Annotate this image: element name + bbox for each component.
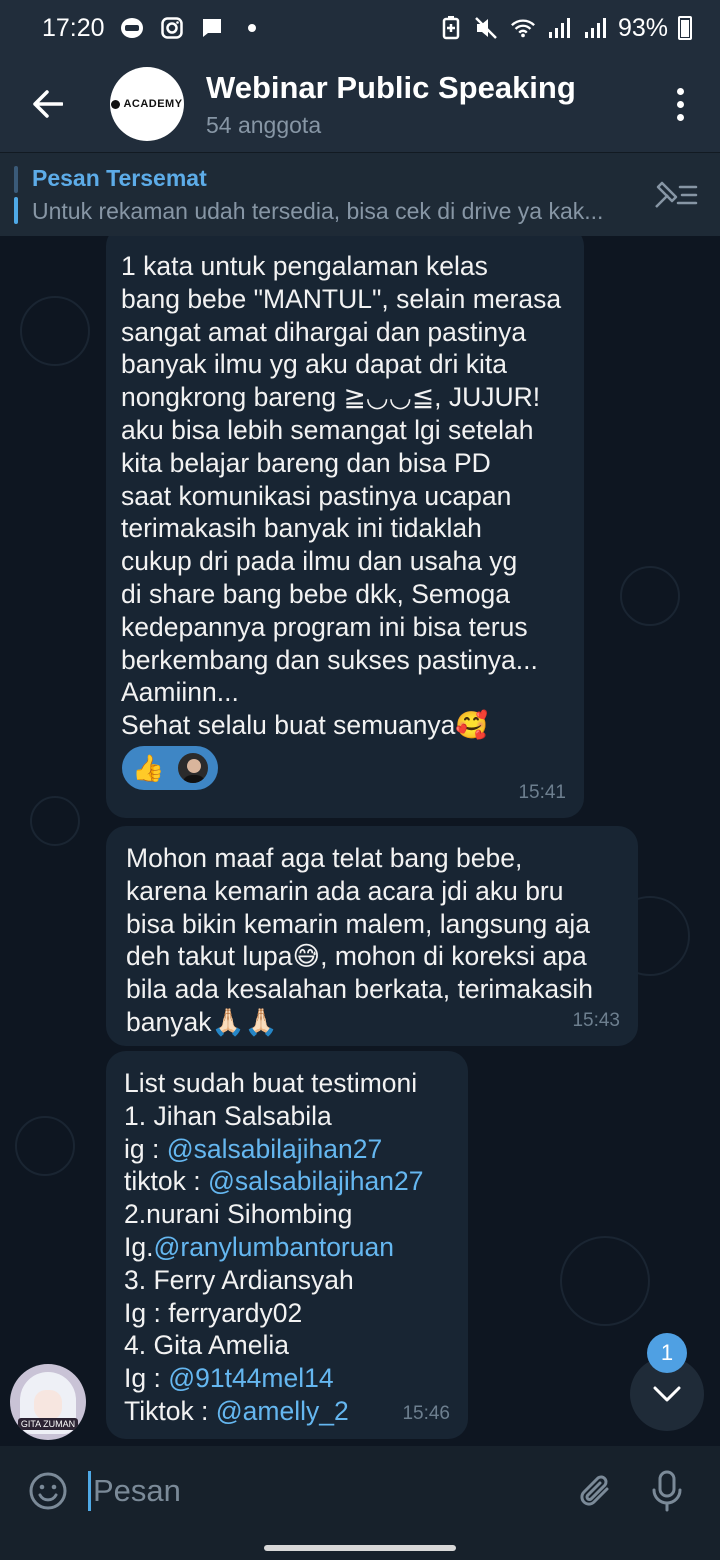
doodle-decoration	[560, 1236, 650, 1326]
message-text-line: Ig : ferryardy02	[124, 1297, 303, 1328]
battery-level: 93%	[617, 13, 668, 42]
chevron-down-icon	[652, 1385, 682, 1403]
system-nav-bar	[0, 1536, 720, 1560]
mention-link[interactable]: @salsabilajihan27	[207, 1166, 424, 1197]
status-bar	[0, 0, 720, 56]
message-text-line: Ig.@ranylumbantoruan	[124, 1231, 394, 1262]
message-input[interactable]	[93, 1473, 553, 1509]
message-text-line: bisa bikin kemarin malem, langsung aja	[126, 908, 590, 939]
microphone-icon	[651, 1470, 683, 1512]
message-text-line: deh takut lupa😅, mohon di koreksi apa	[126, 941, 587, 972]
pinned-title: Pesan Tersemat	[32, 164, 207, 191]
pinned-text: Untuk rekaman udah tersedia, bisa cek di drive ya kak...	[32, 197, 604, 224]
doodle-decoration	[620, 566, 680, 626]
message-text-line: tiktok : @salsabilajihan27	[124, 1166, 424, 1197]
group-avatar-text: ACADEMY	[123, 98, 183, 110]
doodle-decoration	[15, 1116, 75, 1176]
thumbs-up-icon: 👍	[132, 752, 165, 783]
doodle-decoration	[30, 796, 80, 846]
sender-avatar-label: GITA ZUMAN	[18, 1418, 78, 1430]
wifi-icon	[510, 15, 536, 41]
pinned-message-bar[interactable]	[0, 152, 720, 236]
message-list[interactable]	[0, 236, 720, 1446]
back-button[interactable]	[0, 56, 96, 152]
dot-icon	[239, 15, 265, 41]
message-text-line: saat komunikasi pastinya ucapan	[121, 480, 512, 511]
mirror-icon	[119, 15, 145, 41]
more-dot-icon	[677, 88, 684, 95]
more-options-button[interactable]	[640, 56, 720, 152]
home-gesture-handle[interactable]	[264, 1545, 456, 1551]
signal-icon	[582, 15, 608, 41]
unread-count-badge: 1	[647, 1333, 687, 1373]
message-text-line: berkembang dan sukses pastinya...	[121, 644, 538, 675]
avatar-face-shape	[34, 1390, 62, 1420]
message-text-line: Sehat selalu buat semuanya🥰	[121, 710, 489, 741]
battery-saver-icon	[438, 15, 464, 41]
mention-link[interactable]: @91t44mel14	[168, 1363, 334, 1394]
message-time: 15:41	[518, 782, 566, 804]
message-time: 15:46	[402, 1403, 450, 1425]
more-dot-icon	[677, 114, 684, 121]
reaction-chip[interactable]	[122, 746, 218, 790]
message-text-line: 3. Ferry Ardiansyah	[124, 1264, 354, 1295]
pinned-indicator	[14, 166, 18, 224]
attach-button[interactable]	[567, 1446, 627, 1536]
message-text-line: banyak ilmu yg aku dapat dri kita	[121, 349, 507, 380]
message-text-line: terimakasih banyak ini tidaklah	[121, 513, 482, 544]
member-count: 54 anggota	[206, 111, 322, 138]
message-text-line: ig : @salsabilajihan27	[124, 1133, 383, 1164]
message-text-line: 2.nurani Sihombing	[124, 1199, 353, 1230]
message-time: 15:43	[572, 1010, 620, 1032]
message-text-line: aku bisa lebih semangat lgi setelah	[121, 414, 534, 445]
message-text-line: kita belajar bareng dan bisa PD	[121, 447, 491, 478]
doodle-decoration	[20, 296, 90, 366]
message-bubble[interactable]	[106, 1051, 468, 1439]
mention-link[interactable]: @salsabilajihan27	[166, 1133, 383, 1164]
chat-title-block[interactable]	[206, 70, 576, 139]
more-dot-icon	[677, 101, 684, 108]
message-text-line: bila ada kesalahan berkata, terimakasih	[126, 974, 593, 1005]
sender-avatar[interactable]	[10, 1364, 86, 1440]
pinned-list-icon[interactable]	[652, 179, 700, 211]
message-text-line: 1 kata untuk pengalaman kelas	[121, 251, 488, 281]
message-text-line: Aamiinn...	[121, 677, 239, 708]
message-text-line: di share bang bebe dkk, Semoga	[121, 578, 510, 609]
message-text-line: karena kemarin ada acara jdi aku bru	[126, 875, 564, 906]
mention-link[interactable]: @ranylumbantoruan	[153, 1231, 394, 1262]
message-text-line: Mohon maaf aga telat bang bebe,	[126, 843, 523, 873]
status-time: 17:20	[42, 13, 105, 42]
message-text-line: banyak🙏🏻🙏🏻	[126, 1006, 278, 1037]
logo-dot-icon	[111, 100, 120, 109]
message-bubble[interactable]	[106, 826, 638, 1046]
back-arrow-icon	[33, 90, 63, 118]
text-cursor	[88, 1471, 91, 1511]
message-text-line: bang bebe "MANTUL", selain merasa	[121, 283, 562, 314]
emoji-button[interactable]	[0, 1446, 96, 1536]
message-icon	[199, 15, 225, 41]
message-text-line: Ig : @91t44mel14	[124, 1363, 334, 1394]
message-text-line: 1. Jihan Salsabila	[124, 1100, 332, 1131]
chat-header	[0, 56, 720, 152]
mention-link[interactable]: @amelly_2	[215, 1395, 349, 1426]
instagram-icon	[159, 15, 185, 41]
signal-icon	[546, 15, 572, 41]
group-avatar[interactable]	[110, 67, 184, 141]
message-text-line: kedepannya program ini bisa terus	[121, 611, 528, 642]
message-text-line: Tiktok : @amelly_2	[124, 1395, 349, 1426]
message-text-line: 4. Gita Amelia	[124, 1330, 289, 1361]
voice-record-button[interactable]	[627, 1446, 707, 1536]
message-text-line: sangat amat dihargai dan pastinya	[121, 316, 527, 347]
smiley-icon	[28, 1471, 68, 1511]
message-text-line: cukup dri pada ilmu dan usaha yg	[121, 546, 518, 577]
paperclip-icon	[577, 1471, 617, 1511]
message-bubble[interactable]	[106, 236, 584, 818]
message-text-line: nongkrong bareng ≧◡◡≦, JUJUR!	[121, 382, 541, 413]
mute-icon	[474, 15, 500, 41]
message-text-line: List sudah buat testimoni	[124, 1068, 418, 1098]
chat-title: Webinar Public Speaking	[206, 69, 576, 105]
reactor-avatar	[176, 751, 210, 785]
battery-icon	[678, 16, 692, 40]
message-composer	[0, 1446, 720, 1536]
